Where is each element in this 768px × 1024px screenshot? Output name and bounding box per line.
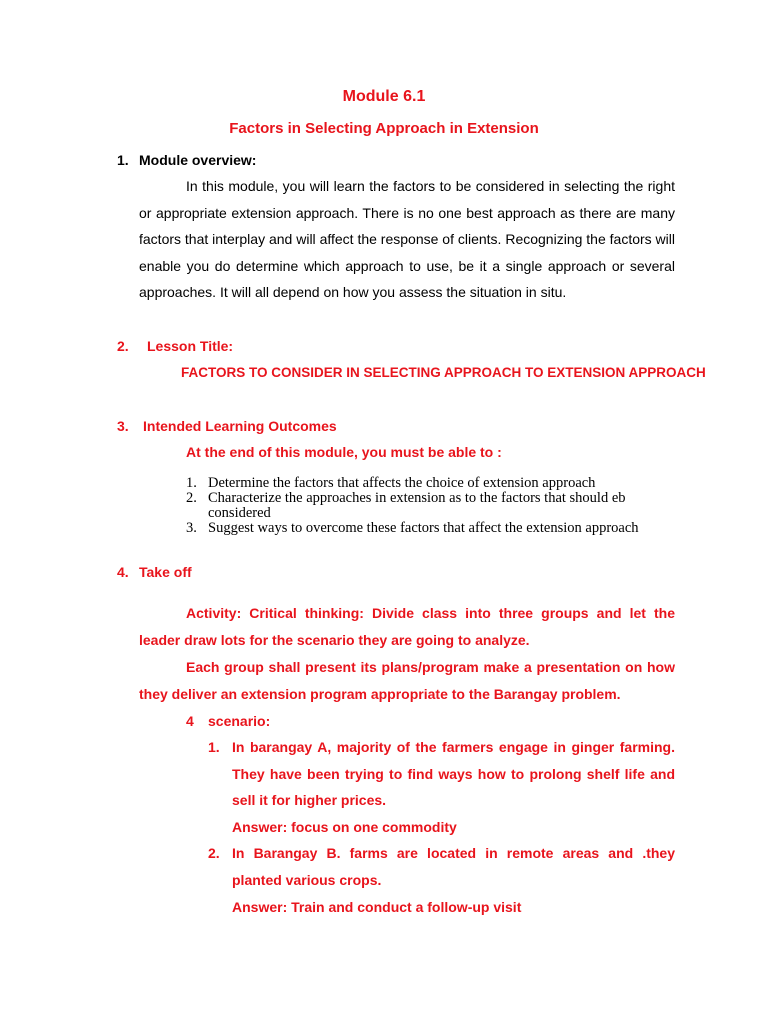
section-1-heading: Module overview:: [139, 152, 257, 168]
outcomes-intro: At the end of this module, you must be able to :: [186, 444, 502, 460]
scenario-list: [208, 734, 675, 920]
scenario-answer: Answer: focus on one commodity: [232, 818, 457, 835]
presentation-paragraph: Each group shall present its plans/program make a presentation on how they deliver an extension program appropriate to the Barangay problem.: [139, 659, 675, 702]
list-item: 1. Determine the factors that affects the choice of extension approach: [186, 475, 596, 491]
module-label: Module 6.1: [342, 88, 426, 105]
activity-paragraph: Activity: Critical thinking: Divide class into three groups and let the leader draw lots for the scenario they are going to analyze.: [139, 605, 675, 648]
scenario-label: scenario:: [208, 713, 271, 729]
scenario-answer: Answer: Train and conduct a follow-up visit: [232, 898, 522, 915]
lesson-title: FACTORS TO CONSIDER IN SELECTING APPROACH TO EXTENSION APPROACH: [181, 365, 706, 380]
module-subtitle: Factors in Selecting Approach in Extension: [229, 120, 539, 137]
section-3-number: 3.: [117, 418, 129, 434]
outcomes-list: [186, 476, 666, 536]
list-item: 2. Characterize the approaches in extension as to the factors that should eb considered: [186, 490, 626, 521]
list-item: 3. Suggest ways to overcome these factors that affect the extension approach: [186, 520, 639, 536]
scenario-count: 4: [186, 713, 194, 729]
section-4-number: 4.: [117, 564, 129, 580]
section-1-number: 1.: [117, 152, 129, 168]
overview-paragraph: In this module, you will learn the factors to be considered in selecting the right or appropriate extension approach. There is no one best approach as there are many factors that interplay and will affect the response of clients. Recognizing the factors will enable you do determine which approach to use, be it a single approach or several approaches. It will all depend on how you assess the situation in situ.: [139, 178, 675, 301]
section-4-heading: Take off: [139, 564, 192, 580]
scenario-item: 1. In barangay A, majority of the farmers engage in ginger farming. They have been trying to find ways how to prolong shelf life and sell it for higher prices.: [208, 739, 675, 809]
section-2-number: 2.: [117, 338, 129, 354]
section-2-heading: Lesson Title:: [147, 338, 234, 354]
section-3-heading: Intended Learning Outcomes: [143, 418, 337, 434]
scenario-item: 2. In Barangay B. farms are located in remote areas and .they planted various crops.: [208, 845, 675, 888]
